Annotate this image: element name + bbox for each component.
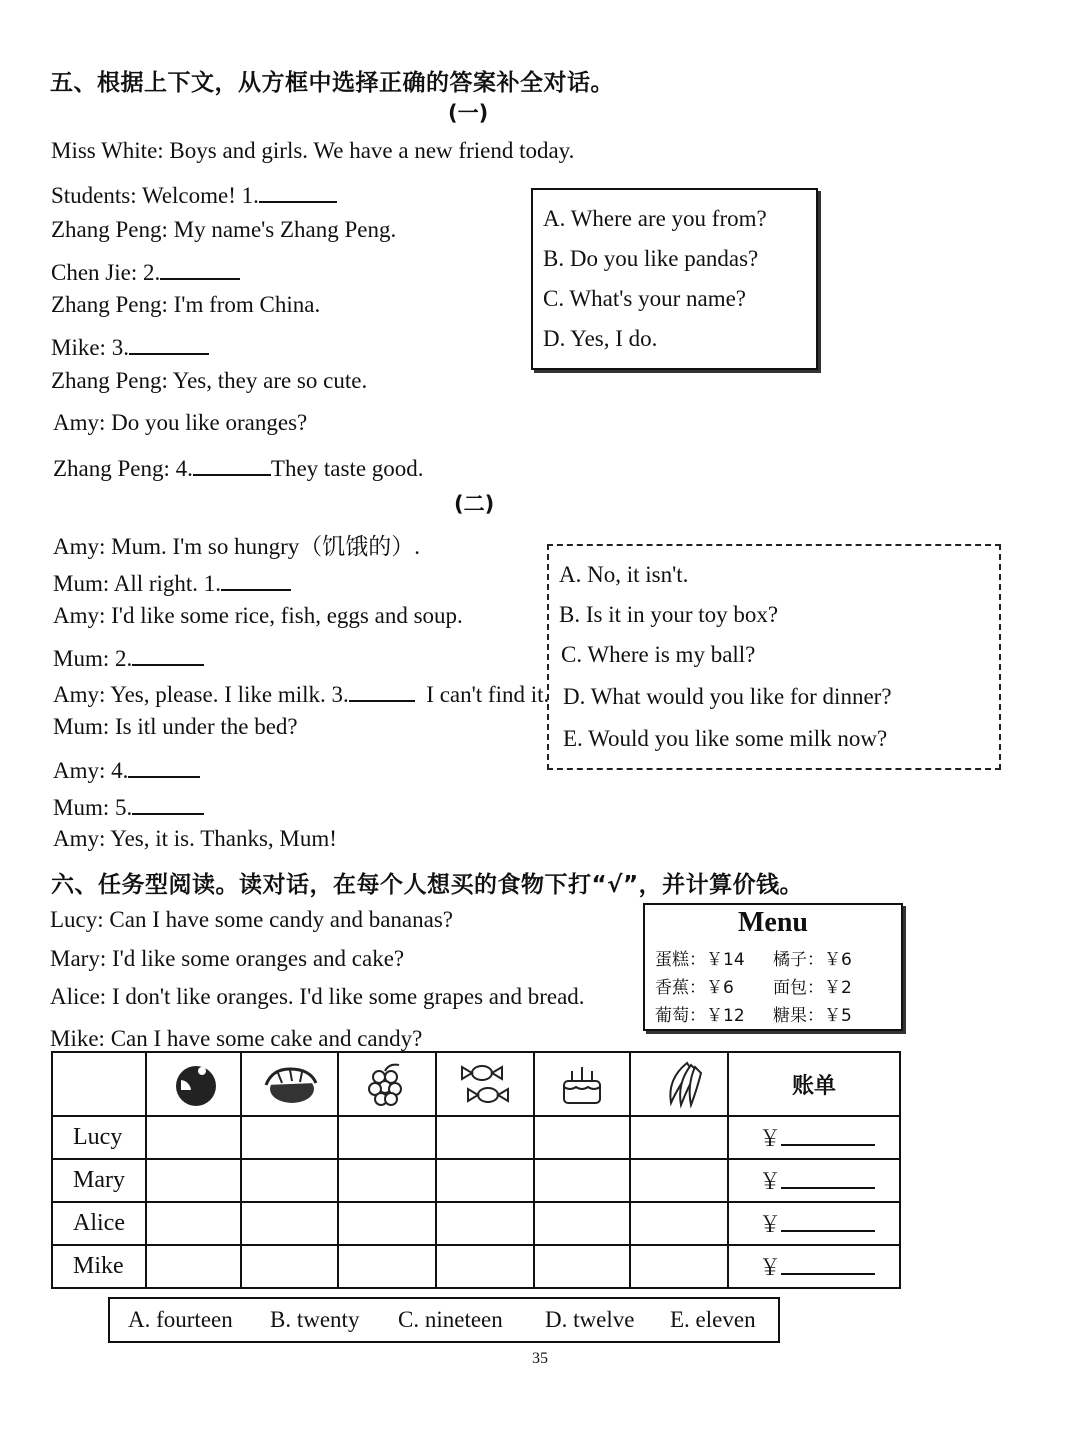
option-a: A. No, it isn't.	[559, 562, 689, 587]
currency-sign: ￥	[759, 1126, 782, 1151]
option-a: A. Where are you from?	[543, 206, 767, 231]
options-box-1	[531, 188, 818, 370]
check-cell[interactable]	[338, 1245, 436, 1288]
dialogue-line: Amy: Yes, it is. Thanks, Mum!	[53, 826, 337, 851]
bananas-icon	[647, 1059, 711, 1109]
row-name: Mike	[52, 1245, 146, 1288]
check-cell[interactable]	[338, 1116, 436, 1159]
answer-blank[interactable]	[128, 753, 200, 778]
dialogue-text: I can't find it.	[426, 682, 550, 707]
row-name: Mary	[52, 1159, 146, 1202]
check-cell[interactable]	[338, 1202, 436, 1245]
word-option: B. twenty	[270, 1307, 360, 1332]
dialogue-text: Chen Jie: 2.	[51, 260, 161, 285]
dialogue-text: Mum: 2.	[53, 646, 133, 671]
dialogue-text: Zhang Peng: 4.	[53, 456, 193, 481]
check-cell[interactable]	[436, 1245, 534, 1288]
check-cell[interactable]	[241, 1202, 338, 1245]
dialogue-text: Amy: 4.	[53, 758, 129, 783]
bill-cell[interactable]	[728, 1159, 900, 1202]
menu-title: Menu	[738, 907, 808, 938]
option-b: B. Do you like pandas?	[543, 246, 759, 271]
answer-blank[interactable]	[193, 451, 271, 476]
bill-blank[interactable]	[781, 1122, 875, 1146]
menu-item: 面包：￥2	[773, 978, 852, 998]
check-cell[interactable]	[436, 1116, 534, 1159]
option-c: C. Where is my ball?	[561, 642, 756, 667]
food-header-cell	[436, 1052, 534, 1116]
bill-header: 账单	[728, 1052, 900, 1116]
dialogue-text: Mike: 3.	[51, 335, 129, 360]
menu-item: 蛋糕：￥14	[655, 950, 745, 970]
dialogue-text: Mum: 5.	[53, 795, 133, 820]
check-cell[interactable]	[630, 1116, 728, 1159]
dialogue-line: Amy: I'd like some rice, fish, eggs and soup.	[53, 603, 463, 628]
bill-cell[interactable]	[728, 1202, 900, 1245]
word-option: A. fourteen	[128, 1307, 233, 1332]
reading-line: Lucy: Can I have some candy and bananas?	[50, 907, 453, 932]
orange-icon	[162, 1059, 226, 1109]
check-cell[interactable]	[630, 1245, 728, 1288]
check-cell[interactable]	[146, 1202, 241, 1245]
answer-blank[interactable]	[160, 255, 240, 280]
table-header-row	[52, 1052, 900, 1116]
word-option: D. twelve	[545, 1307, 635, 1332]
option-d: D. What would you like for dinner?	[563, 684, 892, 709]
check-cell[interactable]	[146, 1159, 241, 1202]
section6-heading: 六、任务型阅读。读对话，在每个人想买的食物下打“√”，并计算价钱。	[51, 872, 804, 898]
candy-icon	[450, 1059, 520, 1109]
option-e: E. Would you like some milk now?	[563, 726, 888, 751]
check-cell[interactable]	[436, 1159, 534, 1202]
dialogue-line	[53, 451, 424, 482]
menu-item: 香蕉：￥6	[655, 978, 734, 998]
table-row	[52, 1245, 900, 1288]
row-name: Lucy	[52, 1116, 146, 1159]
check-cell[interactable]	[534, 1159, 630, 1202]
page-number: 35	[532, 1350, 548, 1367]
dialogue-text: Mum: All right. 1.	[53, 571, 222, 596]
menu-item: 葡萄：￥12	[655, 1006, 745, 1026]
dialogue-line: Amy: Mum. I'm so hungry（饥饿的）.	[53, 534, 421, 559]
word-option: E. eleven	[670, 1307, 756, 1332]
table-row	[52, 1159, 900, 1202]
word-option: C. nineteen	[398, 1307, 503, 1332]
row-name: Alice	[52, 1202, 146, 1245]
dialogue-line	[51, 178, 337, 209]
bill-blank[interactable]	[781, 1165, 875, 1189]
dialogue-line	[53, 677, 549, 708]
dialogue-line: Zhang Peng: Yes, they are so cute.	[51, 368, 368, 393]
part1-label: (一)	[448, 101, 489, 125]
cake-icon	[550, 1059, 614, 1109]
dialogue-line: Miss White: Boys and girls. We have a new friend today.	[51, 138, 575, 163]
answer-blank[interactable]	[132, 790, 204, 815]
food-table	[51, 1051, 901, 1289]
food-header-cell	[338, 1052, 436, 1116]
reading-line: Mike: Can I have some cake and candy?	[50, 1026, 423, 1051]
answer-blank[interactable]	[221, 566, 291, 591]
part2-label: (二)	[454, 492, 495, 516]
menu-box	[643, 903, 903, 1031]
check-cell[interactable]	[241, 1159, 338, 1202]
dialogue-line	[51, 255, 240, 286]
dialogue-line: Zhang Peng: My name's Zhang Peng.	[51, 217, 397, 242]
check-cell[interactable]	[630, 1159, 728, 1202]
food-header-cell	[146, 1052, 241, 1116]
reading-line: Mary: I'd like some oranges and cake?	[50, 946, 405, 971]
bill-cell[interactable]	[728, 1116, 900, 1159]
section5-heading: 五、根据上下文，从方框中选择正确的答案补全对话。	[50, 70, 614, 96]
food-header-cell	[241, 1052, 338, 1116]
dialogue-text: Students: Welcome! 1.	[51, 183, 259, 208]
check-cell[interactable]	[146, 1245, 241, 1288]
option-b: B. Is it in your toy box?	[559, 602, 779, 627]
bill-blank[interactable]	[781, 1251, 875, 1275]
answer-blank[interactable]	[259, 178, 337, 203]
menu-item: 糖果：￥5	[773, 1006, 852, 1026]
check-cell[interactable]	[241, 1116, 338, 1159]
dialogue-text: They taste good.	[270, 456, 424, 481]
check-cell[interactable]	[534, 1245, 630, 1288]
dialogue-line	[53, 753, 200, 784]
table-row	[52, 1116, 900, 1159]
dialogue-line	[53, 641, 204, 672]
table-row	[52, 1202, 900, 1245]
answer-blank[interactable]	[129, 330, 209, 355]
check-cell[interactable]	[338, 1159, 436, 1202]
answer-blank[interactable]	[132, 641, 204, 666]
corner-cell	[52, 1052, 146, 1116]
dialogue-line	[53, 790, 204, 821]
check-cell[interactable]	[146, 1116, 241, 1159]
options-box-2	[547, 544, 1001, 770]
check-cell[interactable]	[241, 1245, 338, 1288]
dialogue-line: Zhang Peng: I'm from China.	[51, 292, 321, 317]
currency-sign: ￥	[759, 1169, 782, 1194]
word-bank	[108, 1297, 780, 1343]
grapes-icon	[355, 1059, 419, 1109]
currency-sign: ￥	[759, 1212, 782, 1237]
check-cell[interactable]	[436, 1202, 534, 1245]
dialogue-line: Mum: Is itl under the bed?	[53, 714, 298, 739]
check-cell[interactable]	[630, 1202, 728, 1245]
bill-cell[interactable]	[728, 1245, 900, 1288]
check-cell[interactable]	[534, 1116, 630, 1159]
answer-blank[interactable]	[349, 677, 415, 702]
menu-item: 橘子：￥6	[773, 950, 852, 970]
bill-blank[interactable]	[781, 1208, 875, 1232]
option-c: C. What's your name?	[543, 286, 747, 311]
dialogue-line	[53, 566, 291, 597]
dialogue-text: Amy: Yes, please. I like milk. 3.	[53, 682, 349, 707]
dialogue-line	[51, 330, 209, 361]
food-header-cell	[630, 1052, 728, 1116]
bread-icon	[258, 1059, 322, 1109]
food-header-cell	[534, 1052, 630, 1116]
currency-sign: ￥	[759, 1255, 782, 1280]
option-d: D. Yes, I do.	[543, 326, 658, 351]
check-cell[interactable]	[534, 1202, 630, 1245]
dialogue-line: Amy: Do you like oranges?	[53, 410, 308, 435]
reading-line: Alice: I don't like oranges. I'd like some grapes and bread.	[50, 984, 585, 1009]
